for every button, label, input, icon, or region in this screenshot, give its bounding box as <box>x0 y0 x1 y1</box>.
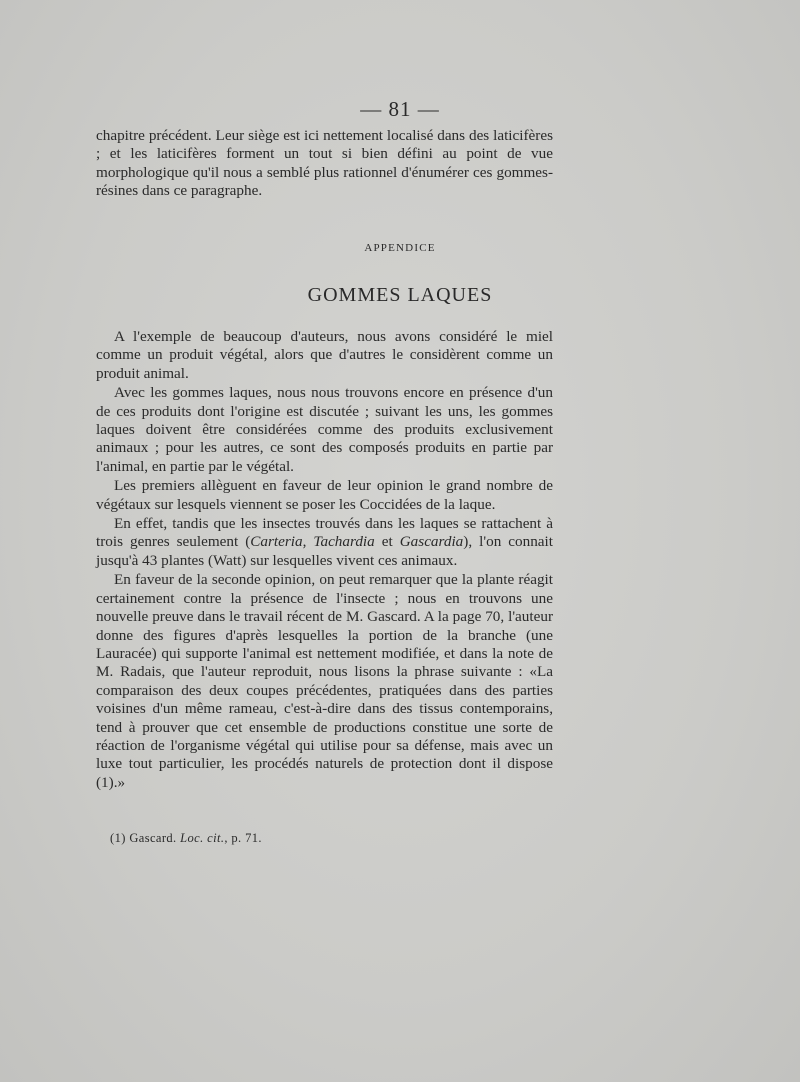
footnote-marker: (1) <box>110 831 126 845</box>
paragraph-4 <box>96 515 553 570</box>
footnote-citation: Loc. cit. <box>180 831 225 845</box>
paragraph-5: En faveur de la seconde opinion, on peut remarquer que la plante réagit certainement contre la présence de l'insecte ; nous en trouvons une nouvelle preuve dans le travail récent de M. Gascard. A la page 70, l'auteur donne des figures d'après lesquelles la portion de la branche (une Lauracée) qui supporte l'animal est nettement modifiée, et dans la note de M. Radais, que l'auteur reproduit, nous lisons la phrase suivante : «La comparaison des deux coupes précédentes, pratiquées dans des parties voisines d'un même rameau, c'est-à-dire dans des tissus contemporains, tend à prouver que cet ensemble de productions constitue une sorte de réaction de l'organisme végétal qui utilise pour sa défense, mais avec un luxe tout particulier, les procédés naturels de protection dont il dispose (1).» <box>96 571 553 791</box>
paragraph-1: A l'exemple de beaucoup d'auteurs, nous avons considéré le miel comme un produit végétal, alors que d'autres le considèrent comme un produit animal. <box>96 328 553 382</box>
genus-separator-2: et <box>374 533 400 551</box>
paragraph-3: Les premiers allèguent en faveur de leur opinion le grand nombre de végétaux sur lesquels viennent se poser les Coccidées de la laque. <box>96 477 553 513</box>
section-body <box>96 328 553 793</box>
genus-carteria: Carteria <box>250 533 303 551</box>
paragraph-2: Avec les gommes laques, nous nous trouvons encore en présence d'un de ces produits dont l'origine est discutée ; suivant les uns, les gommes laques doivent être considérées comme des produits exclusivement animaux ; pour les autres, ce sont des composés produits en partie par l'animal, en partie par le végétal. <box>96 384 553 475</box>
page-number: — 81 — <box>360 97 440 121</box>
footnote <box>110 831 262 846</box>
appendix-label: APPENDICE <box>364 242 436 254</box>
paragraph-4-start: En effet, tandis que les insectes trouvés dans les laques se rattachent à trois genres seulement ( <box>96 515 553 551</box>
genus-separator-1: , <box>302 533 314 551</box>
footnote-page: , p. 71. <box>224 831 262 845</box>
footnote-author: Gascard. <box>129 831 177 845</box>
intro-paragraph: chapitre précédent. Leur siège est ici nettement localisé dans des laticifères ; et les laticifères forment un tout si bien défini au point de vue morphologique qu'il nous a semblé plus rationnel d'énumérer ces gommes-résines dans ce paragraphe. <box>96 127 553 200</box>
section-title: GOMMES LAQUES <box>307 284 493 306</box>
paragraph-4-end: ), l'on connait jusqu'à 43 plantes (Watt) sur lesquelles vivent ces animaux. <box>96 533 553 569</box>
intro-block <box>96 127 553 201</box>
genus-gascardia: Gascardia <box>399 533 464 551</box>
genus-tachardia: Tachardia <box>313 533 375 551</box>
